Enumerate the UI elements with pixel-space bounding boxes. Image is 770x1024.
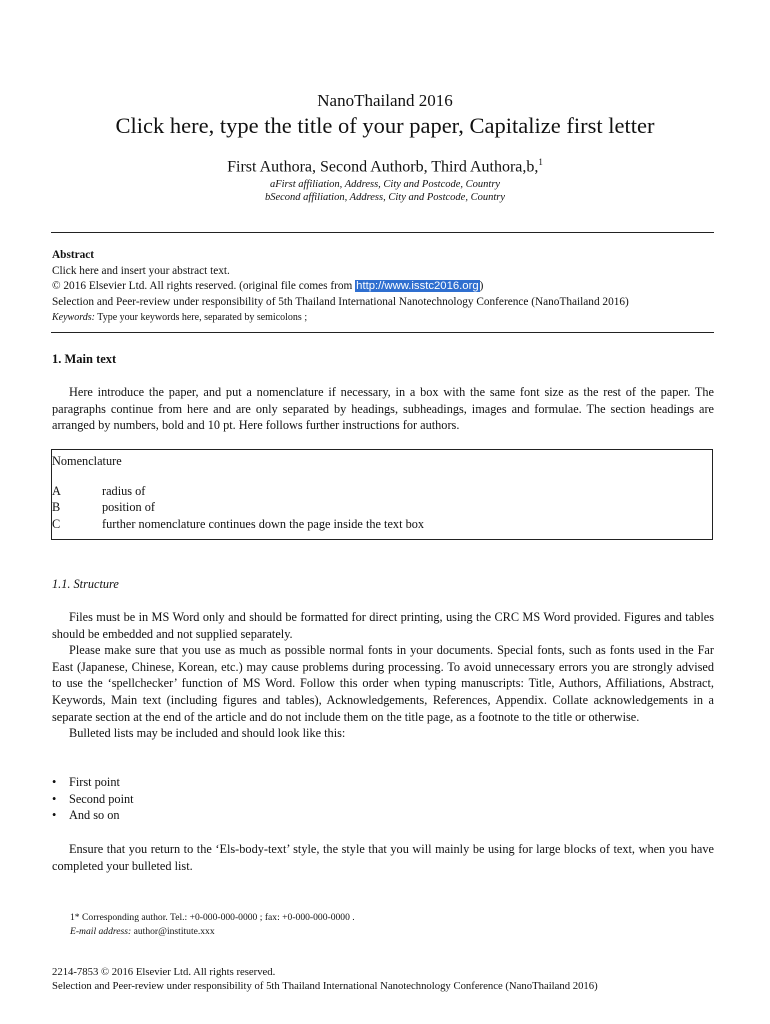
affiliation-a: aFirst affiliation, Address, City and Postcode, Country (269, 179, 501, 190)
affiliation-b: bSecond affiliation, Address, City and Postcode, Country (264, 192, 506, 203)
abstract-peer-review: Selection and Peer-review under responsibility of 5th Thailand International Nanotechnology Conference (NanoThailand 2016) (52, 295, 629, 308)
nomenclature-title: Nomenclature (52, 454, 122, 468)
author-footnote-mark: 1 (538, 157, 543, 167)
subsection-heading-structure: 1.1. Structure (52, 577, 119, 591)
nomenclature-description: position of (102, 500, 155, 514)
source-link[interactable]: http://www.isstc2016.org (356, 280, 479, 292)
section-heading-main-text: 1. Main text (52, 352, 117, 366)
nomenclature-symbol: A (52, 484, 61, 498)
bullet-icon: • (52, 775, 57, 789)
abstract-top-rule (51, 232, 714, 233)
structure-paragraph-1: Files must be in MS Word only and should be formatted for direct printing, using the CRC MS Word provided. Figures and tables should be embedded and not supplied separately. (52, 610, 714, 641)
structure-paragraphs (52, 609, 714, 742)
nomenclature-box (51, 449, 713, 540)
structure-paragraph-2: Please make sure that you use as much as possible normal fonts in your documents. Special fonts, such as fonts used in the Far East (Japanese, Chinese, Korean, etc.) may cause problems during processing. To avoid unnecessary errors you are strongly advised to use the ‘spellchecker’ function of MS Word. Follow this order when typing manuscripts: Title, Authors, Affiliations, Abstract, Keywords, Main text (including figures and tables), Acknowledgements, References, Appendix. Collate acknowledgements in a separate section at the end of the article and do not include them on the title page, as a footnote to the title or otherwise. (52, 643, 714, 724)
keywords-label: Keywords: (52, 312, 95, 323)
nomenclature-symbol: C (52, 517, 61, 531)
structure-paragraph-4: Ensure that you return to the ‘Els-body-text’ style, the style that you will mainly be using for large blocks of text, when you have completed your bulleted list. (52, 842, 714, 873)
keywords-text[interactable]: Type your keywords here, separated by semicolons ; (97, 312, 308, 323)
bullet-icon: • (52, 791, 57, 806)
abstract-block (52, 248, 717, 326)
bullet-text: And so on (69, 808, 120, 822)
corresponding-author-footnote: 1* Corresponding author. Tel.: +0-000-000-0000 ; fax: +0-000-000-0000 . (70, 912, 355, 923)
email-footnote (70, 926, 215, 937)
footer-peer-review: Selection and Peer-review under responsibility of 5th Thailand International Nanotechnology Conference (NanoThailand 2016) (52, 980, 598, 992)
copyright-suffix: ) (479, 280, 484, 292)
abstract-body[interactable]: Click here and insert your abstract text. (52, 264, 230, 277)
abstract-heading: Abstract (52, 249, 95, 261)
issn-copyright-line: 2214-7853 © 2016 Elsevier Ltd. All rights reserved. (52, 966, 276, 978)
bullet-text: First point (69, 775, 120, 789)
nomenclature-description: further nomenclature continues down the page inside the text box (102, 517, 425, 531)
author-list (0, 157, 770, 176)
copyright-line (52, 279, 717, 295)
keywords-line (52, 310, 717, 326)
conference-name: NanoThailand 2016 (317, 91, 453, 110)
bullet-text: Second point (69, 791, 134, 806)
copyright-prefix: © 2016 Elsevier Ltd. All rights reserved. (original file comes from (52, 280, 356, 292)
nomenclature-description: radius of (102, 484, 146, 498)
abstract-bottom-rule (51, 332, 714, 333)
structure-paragraph-3: Bulleted lists may be included and should look like this: (69, 726, 346, 741)
email-value[interactable]: author@institute.xxx (133, 926, 215, 937)
email-label: E-mail address: (70, 926, 132, 937)
bullet-icon: • (52, 808, 57, 822)
nomenclature-symbol: B (52, 500, 61, 514)
main-text-paragraph: Here introduce the paper, and put a nomenclature if necessary, in a box with the same font size as the rest of the paper. The paragraphs continue from here and are only separated by headings, subheadings, images and formulae. The section headings are arranged by numbers, bold and 10 pt. Here follows further instructions for authors. (52, 385, 714, 433)
author-names: First Authora, Second Authorb, Third Authora,b, (227, 158, 539, 176)
paper-title[interactable]: Click here, type the title of your paper, Capitalize first letter (115, 113, 655, 138)
